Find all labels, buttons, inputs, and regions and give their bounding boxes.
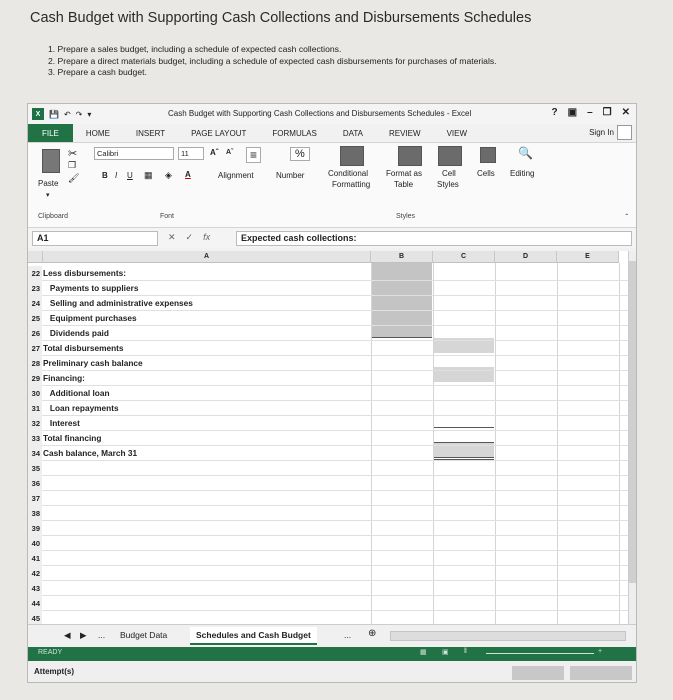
- row-header[interactable]: 26: [28, 326, 42, 341]
- status-ready: READY: [38, 649, 63, 656]
- row-header[interactable]: 35: [28, 461, 42, 476]
- select-all[interactable]: [28, 251, 43, 263]
- formula-input[interactable]: Expected cash collections:: [236, 231, 632, 246]
- attempts-bar: [28, 661, 637, 683]
- conditional-formatting-button[interactable]: Conditional: [328, 169, 369, 178]
- cell-a[interactable]: Selling and administrative expenses: [43, 298, 193, 308]
- row-header[interactable]: 32: [28, 416, 42, 431]
- row-header[interactable]: 30: [28, 386, 42, 401]
- instruction-3: 3. Prepare a cash budget.: [48, 67, 147, 77]
- sign-in-link[interactable]: Sign In: [589, 128, 614, 137]
- more-sheets-left[interactable]: ...: [98, 630, 106, 640]
- cell-a[interactable]: Equipment purchases: [43, 313, 137, 323]
- borders-icon[interactable]: ▦: [144, 170, 153, 180]
- conditional-formatting-icon[interactable]: [340, 146, 364, 166]
- cell-a[interactable]: Preliminary cash balance: [43, 358, 143, 368]
- collapse-ribbon-icon[interactable]: ˆ: [625, 213, 628, 222]
- cell-a[interactable]: Loan repayments: [43, 403, 119, 413]
- instruction-1: 1. Prepare a sales budget, including a schedule of expected cash collections.: [48, 44, 342, 54]
- excel-window: [27, 103, 637, 683]
- column-header-e[interactable]: E: [557, 251, 619, 263]
- sheet-tab-budget-data[interactable]: Budget Data: [120, 630, 168, 640]
- editing-icon[interactable]: 🔍: [518, 146, 533, 160]
- font-name-box[interactable]: Calibri: [94, 147, 174, 160]
- tab-file[interactable]: FILE: [28, 124, 73, 142]
- row-header[interactable]: 37: [28, 491, 42, 506]
- row-header[interactable]: 33: [28, 431, 42, 446]
- conditional-formatting-label[interactable]: Formatting: [332, 180, 371, 189]
- undo-icon[interactable]: ↶: [63, 109, 71, 119]
- quick-access-toolbar: [32, 108, 91, 120]
- cell-styles-label[interactable]: Styles: [437, 180, 459, 189]
- cells-button[interactable]: Cells: [477, 169, 495, 178]
- format-as-table-label[interactable]: Table: [394, 180, 414, 189]
- editing-button[interactable]: Editing: [510, 169, 535, 178]
- row-header[interactable]: 42: [28, 566, 42, 581]
- tab-formulas[interactable]: FORMULAS: [272, 128, 317, 138]
- show-me-button[interactable]: [570, 666, 632, 680]
- attempts-label: Attempt(s): [34, 667, 74, 676]
- row-header[interactable]: 27: [28, 341, 42, 356]
- row-header[interactable]: 40: [28, 536, 42, 551]
- underline-button[interactable]: U: [127, 171, 133, 180]
- row-header[interactable]: 43: [28, 581, 42, 596]
- row-header[interactable]: 34: [28, 446, 42, 461]
- spreadsheet-grid: [28, 251, 637, 646]
- cell-a[interactable]: Payments to suppliers: [43, 283, 139, 293]
- alignment-icon[interactable]: ≡: [246, 147, 261, 163]
- help-button[interactable]: ?: [551, 107, 558, 118]
- cell-a[interactable]: Cash balance, March 31: [43, 448, 138, 458]
- sheet-tab-schedules[interactable]: Schedules and Cash Budget: [190, 627, 317, 645]
- hint-button[interactable]: [512, 666, 564, 680]
- view-break-icon[interactable]: ‖: [464, 648, 467, 655]
- row-header[interactable]: 41: [28, 551, 42, 566]
- format-as-table-icon[interactable]: [398, 146, 422, 166]
- cell-a[interactable]: Less disbursements:: [43, 268, 126, 278]
- horizontal-scrollbar[interactable]: [390, 631, 626, 641]
- view-layout-icon[interactable]: ▣: [442, 649, 449, 656]
- cancel-icon[interactable]: ✕: [168, 232, 176, 242]
- page-title: Cash Budget with Supporting Cash Collections and Disbursements Schedules: [30, 10, 532, 26]
- instructions: [48, 44, 497, 79]
- increase-font-icon[interactable]: Aˆ: [210, 148, 219, 157]
- save-icon[interactable]: 💾: [49, 109, 59, 119]
- font-color-icon[interactable]: A: [185, 170, 191, 179]
- cell-a[interactable]: Interest: [43, 418, 80, 428]
- insert-function-icon[interactable]: fx: [203, 232, 211, 242]
- zoom-in-icon[interactable]: +: [598, 648, 603, 655]
- redo-icon[interactable]: ↷: [75, 109, 83, 119]
- sheet-tab-bar: [28, 624, 637, 646]
- row-header[interactable]: 39: [28, 521, 42, 536]
- font-size-box[interactable]: 11: [178, 147, 204, 160]
- bold-button[interactable]: B: [102, 171, 108, 180]
- more-sheets-right[interactable]: ...: [344, 630, 352, 640]
- paste-icon[interactable]: [42, 149, 60, 173]
- decrease-font-icon[interactable]: Aˇ: [226, 149, 234, 156]
- zoom-slider[interactable]: [486, 653, 594, 654]
- next-sheet-icon[interactable]: ▶: [80, 630, 87, 640]
- row-header[interactable]: 45: [28, 611, 42, 626]
- paste-dropdown-icon[interactable]: ▾: [46, 192, 50, 199]
- cut-icon[interactable]: ✂: [68, 148, 78, 160]
- alignment-button[interactable]: Alignment: [218, 171, 254, 180]
- row-header[interactable]: 23: [28, 281, 42, 296]
- row-header[interactable]: 36: [28, 476, 42, 491]
- column-header-c[interactable]: C: [433, 251, 495, 263]
- format-painter-icon[interactable]: 🖌: [68, 173, 80, 183]
- tab-page-layout[interactable]: PAGE LAYOUT: [191, 128, 247, 138]
- tab-home[interactable]: HOME: [85, 128, 110, 138]
- ribbon: [28, 142, 636, 228]
- tab-view[interactable]: VIEW: [446, 128, 468, 138]
- group-font: Font: [160, 213, 175, 220]
- enter-icon[interactable]: ✓: [185, 232, 194, 242]
- cell-a[interactable]: Dividends paid: [43, 328, 109, 338]
- instruction-2: 2. Prepare a direct materials budget, including a schedule of expected cash disbursements for purchases of materials.: [48, 55, 497, 66]
- row-header[interactable]: 24: [28, 296, 42, 311]
- italic-button[interactable]: I: [115, 171, 118, 180]
- minimize-icon[interactable]: –: [587, 107, 593, 118]
- scroll-thumb[interactable]: [629, 261, 637, 583]
- row-header[interactable]: 38: [28, 506, 42, 521]
- paste-button[interactable]: Paste: [38, 179, 59, 188]
- row-header[interactable]: 44: [28, 596, 42, 611]
- title-bar: [28, 104, 636, 124]
- number-button[interactable]: Number: [276, 171, 305, 180]
- column-header-d[interactable]: D: [495, 251, 557, 263]
- group-styles: Styles: [396, 213, 416, 220]
- customize-icon[interactable]: ▾: [87, 109, 92, 119]
- view-normal-icon[interactable]: ▦: [420, 649, 427, 656]
- row-header[interactable]: 29: [28, 371, 42, 386]
- name-box[interactable]: A1: [32, 231, 158, 246]
- prev-sheet-icon[interactable]: ◀: [64, 630, 71, 640]
- ribbon-display-icon[interactable]: ▣: [567, 107, 578, 118]
- ribbon-tabs: [28, 124, 636, 142]
- cell-styles-icon[interactable]: [438, 146, 462, 166]
- tab-review[interactable]: REVIEW: [389, 128, 421, 138]
- column-header-a[interactable]: A: [43, 251, 371, 263]
- row-header[interactable]: 25: [28, 311, 42, 326]
- cell-a[interactable]: Total disbursements: [43, 343, 124, 353]
- tab-data[interactable]: DATA: [342, 128, 363, 138]
- restore-icon[interactable]: ❐: [602, 107, 612, 118]
- row-header[interactable]: 31: [28, 401, 42, 416]
- cell-a[interactable]: Financing:: [43, 373, 85, 383]
- status-bar: [28, 647, 637, 661]
- row-header[interactable]: 28: [28, 356, 42, 371]
- row-header[interactable]: 22: [28, 266, 42, 281]
- column-header-b[interactable]: B: [371, 251, 433, 263]
- cells-icon[interactable]: [480, 147, 496, 163]
- tab-insert[interactable]: INSERT: [135, 128, 166, 138]
- fill-color-icon[interactable]: ◈: [165, 170, 172, 180]
- close-icon[interactable]: ✕: [621, 107, 630, 118]
- excel-logo-icon: X: [32, 108, 44, 120]
- cell-a[interactable]: Additional loan: [43, 388, 110, 398]
- user-icon[interactable]: [617, 125, 632, 140]
- formula-bar: [28, 228, 636, 248]
- add-sheet-icon[interactable]: ⊕: [368, 628, 377, 639]
- vertical-scrollbar[interactable]: [628, 251, 637, 646]
- format-as-table-button[interactable]: Format as: [386, 169, 423, 178]
- cell-styles-button[interactable]: Cell: [442, 169, 456, 178]
- group-clipboard: Clipboard: [38, 213, 68, 220]
- number-format-icon[interactable]: %: [290, 147, 310, 161]
- copy-icon[interactable]: ❐: [68, 160, 77, 170]
- window-title: Cash Budget with Supporting Cash Collections and Disbursements Schedules - Excel: [168, 109, 472, 118]
- cell-a[interactable]: Total financing: [43, 433, 102, 443]
